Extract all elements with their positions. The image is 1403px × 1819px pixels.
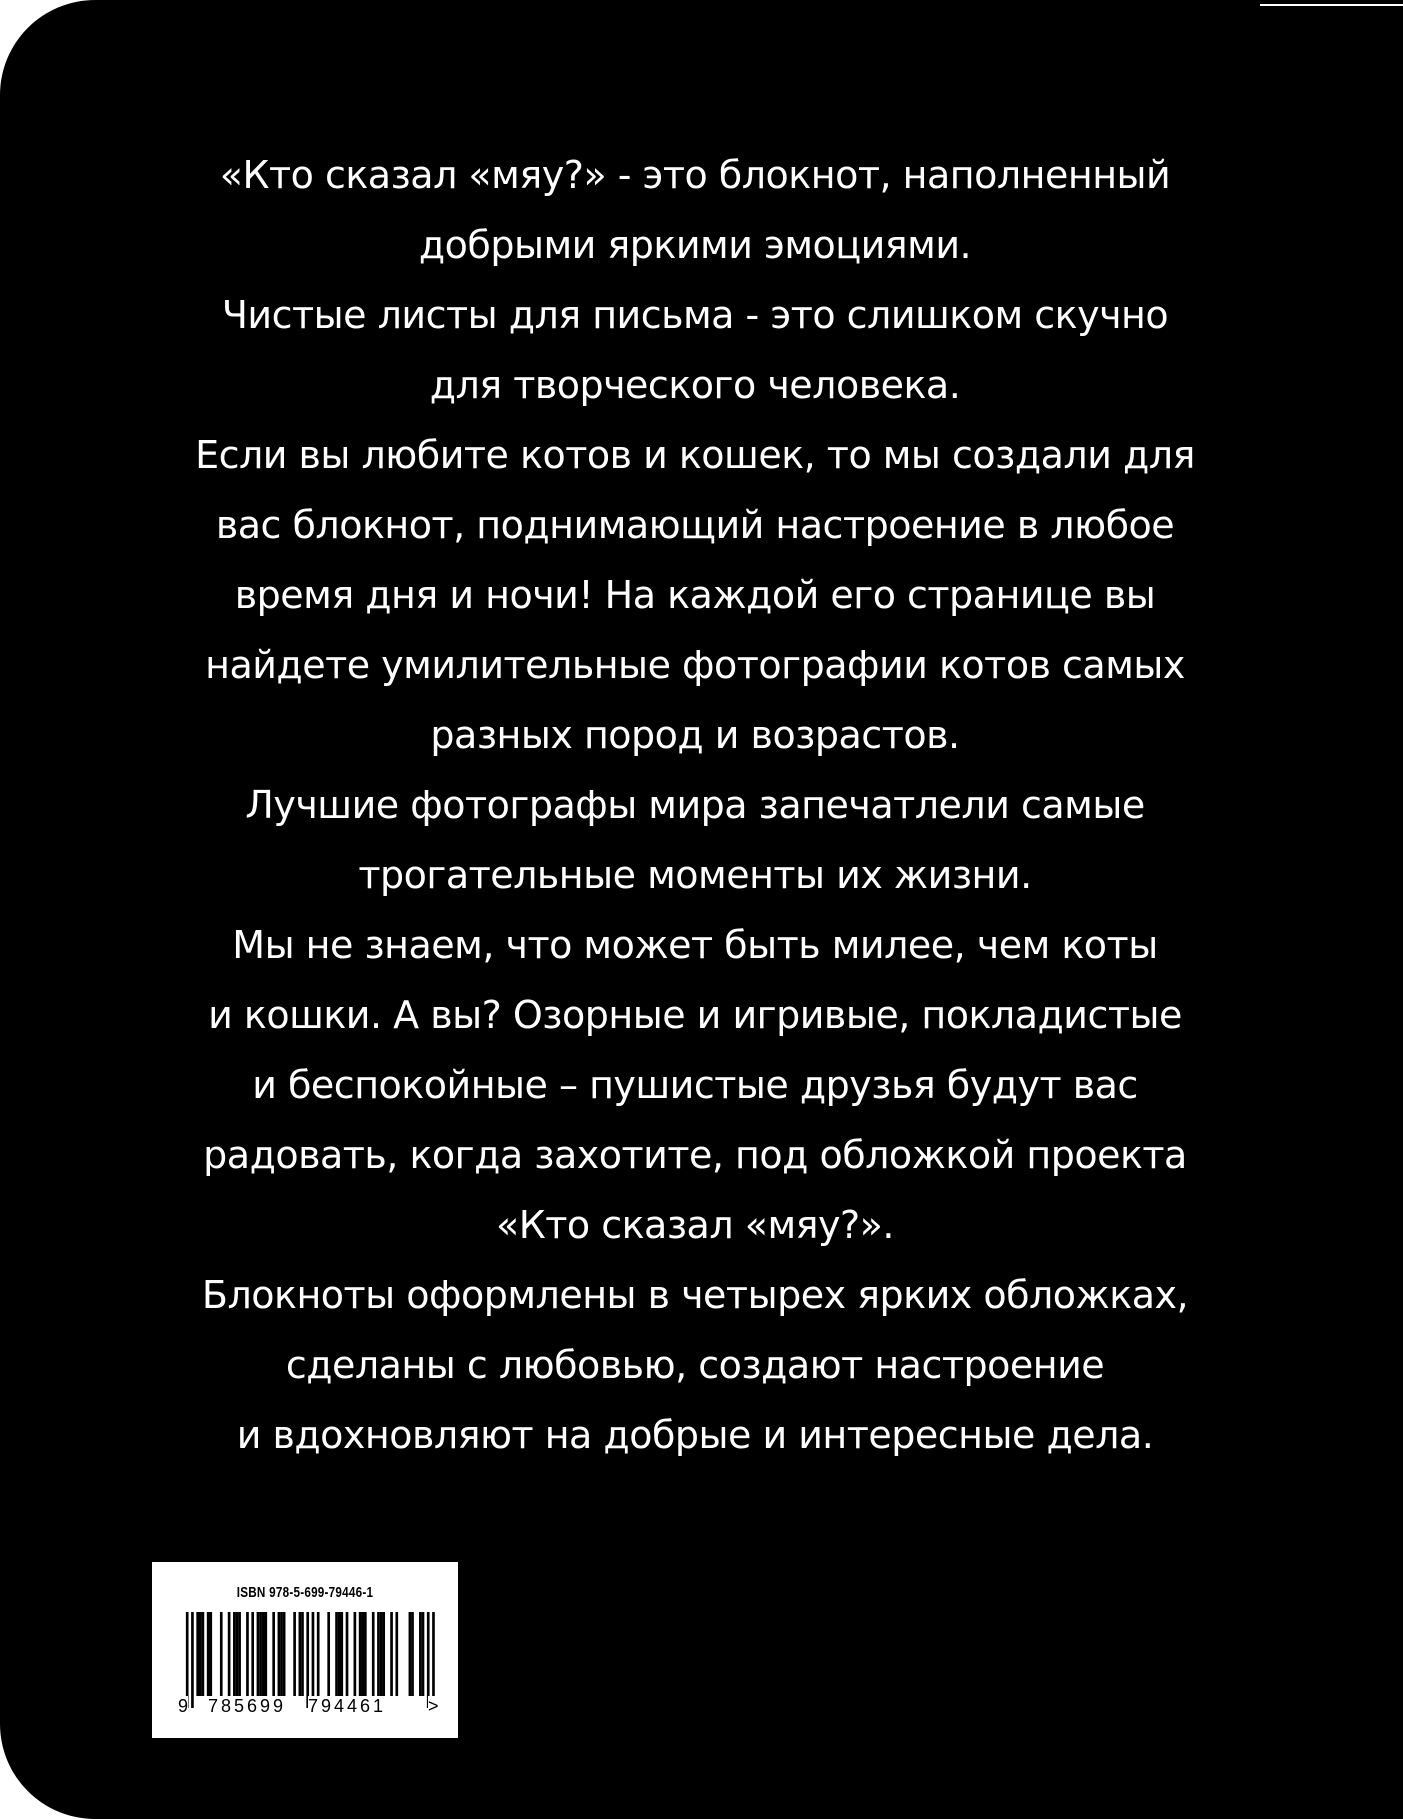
blurb-line: сделаны с любовью, создают настроение — [285, 1343, 1105, 1387]
barcode-bar — [306, 1612, 309, 1708]
blurb-line: и беспокойные – пушистые друзья будут вас — [252, 1063, 1138, 1107]
barcode-bar — [359, 1612, 362, 1696]
blurb-line: для творческого человека. — [429, 363, 961, 407]
barcode-bar — [272, 1612, 275, 1696]
barcode-bar — [264, 1612, 267, 1696]
barcode-bar — [312, 1612, 315, 1708]
barcode-bar — [246, 1612, 249, 1696]
blurb-line: Лучшие фотографы мира запечатлели самые — [245, 783, 1145, 827]
blurb-line: время дня и ночи! На каждой его странице вы — [234, 573, 1156, 617]
barcode-bar — [238, 1612, 241, 1696]
barcode-bar — [377, 1612, 380, 1696]
blurb-text — [120, 140, 1270, 1470]
barcode-bar — [338, 1612, 341, 1696]
barcode-bar — [199, 1612, 202, 1696]
isbn-label: ISBN 978-5-699-79446-1 — [236, 1584, 374, 1601]
barcode-bar — [280, 1612, 283, 1696]
blurb-line: Мы не знаем, что может быть милее, чем коты — [232, 923, 1158, 967]
barcode-bar — [395, 1612, 398, 1696]
barcode-bar — [327, 1612, 330, 1696]
barcode-bar — [427, 1612, 430, 1708]
barcode-bar — [422, 1612, 425, 1696]
barcode-bar — [196, 1612, 199, 1696]
blurb-line: и вдохновляют на добрые и интересные дела. — [236, 1413, 1154, 1457]
blurb-line: «Кто сказал «мяу?». — [496, 1203, 894, 1247]
barcode-bar — [259, 1612, 262, 1696]
barcode-bar — [361, 1612, 364, 1696]
barcode-bar — [299, 1612, 302, 1696]
blurb-line: вас блокнот, поднимающий настроение в любое — [215, 503, 1175, 547]
barcode-bar — [209, 1612, 212, 1696]
barcode-lead-digit: 9 — [178, 1696, 189, 1716]
barcode-bar — [278, 1612, 281, 1696]
barcode-bar — [283, 1612, 286, 1696]
barcode-bar — [236, 1612, 239, 1696]
barcode-bar — [186, 1612, 189, 1708]
blurb-line: добрыми яркими эмоциями. — [418, 223, 972, 267]
corner-divider — [1260, 4, 1403, 6]
barcode-bar — [372, 1612, 375, 1696]
blurb-line: трогательные моменты их жизни. — [358, 853, 1032, 897]
barcode-bar — [419, 1612, 422, 1696]
blurb-line: найдете умилительные фотографии котов самых — [205, 643, 1185, 687]
barcode-quiet-zone-mark: > — [428, 1696, 439, 1716]
blurb-line: Блокноты оформлены в четырех ярких обложках, — [201, 1273, 1189, 1317]
barcode-bar — [340, 1612, 343, 1696]
barcode-bar — [257, 1612, 260, 1696]
barcode-bar — [207, 1612, 210, 1696]
barcode-bar — [251, 1612, 254, 1696]
barcode-bar — [301, 1612, 304, 1696]
barcode-bar — [354, 1612, 357, 1696]
barcode-bar — [346, 1612, 349, 1696]
barcode-bar — [228, 1612, 231, 1696]
blurb-line: «Кто сказал «мяу?» - это блокнот, наполненный — [219, 153, 1171, 197]
blurb-line: и кошки. А вы? Озорные и игривые, покладистые — [208, 993, 1182, 1037]
barcode-bar — [317, 1612, 320, 1696]
barcode-bar — [191, 1612, 194, 1708]
barcode-bar — [380, 1612, 383, 1696]
isbn-barcode — [152, 1562, 458, 1738]
barcode-bar — [390, 1612, 393, 1696]
barcode-bar — [409, 1612, 412, 1696]
blurb-line: Если вы любите котов и кошек, то мы создали для — [195, 433, 1195, 477]
barcode-bar — [262, 1612, 265, 1696]
barcode-bar — [382, 1612, 385, 1696]
barcode-bar — [335, 1612, 338, 1696]
barcode-bar — [202, 1612, 205, 1696]
barcode-bar — [293, 1612, 296, 1696]
barcode-bar — [364, 1612, 367, 1696]
barcode-bar — [220, 1612, 223, 1696]
barcode-right-group: 794461 — [308, 1696, 387, 1716]
blurb-line: радовать, когда захотите, под обложкой проекта — [203, 1133, 1187, 1177]
barcode-left-group: 785699 — [208, 1696, 287, 1716]
blurb-line: Чистые листы для письма - это слишком скучно — [221, 293, 1169, 337]
barcode-bar — [432, 1612, 435, 1708]
barcode-bar — [233, 1612, 236, 1696]
barcode-bar — [411, 1612, 414, 1696]
blurb-line: разных пород и возрастов. — [430, 713, 960, 757]
